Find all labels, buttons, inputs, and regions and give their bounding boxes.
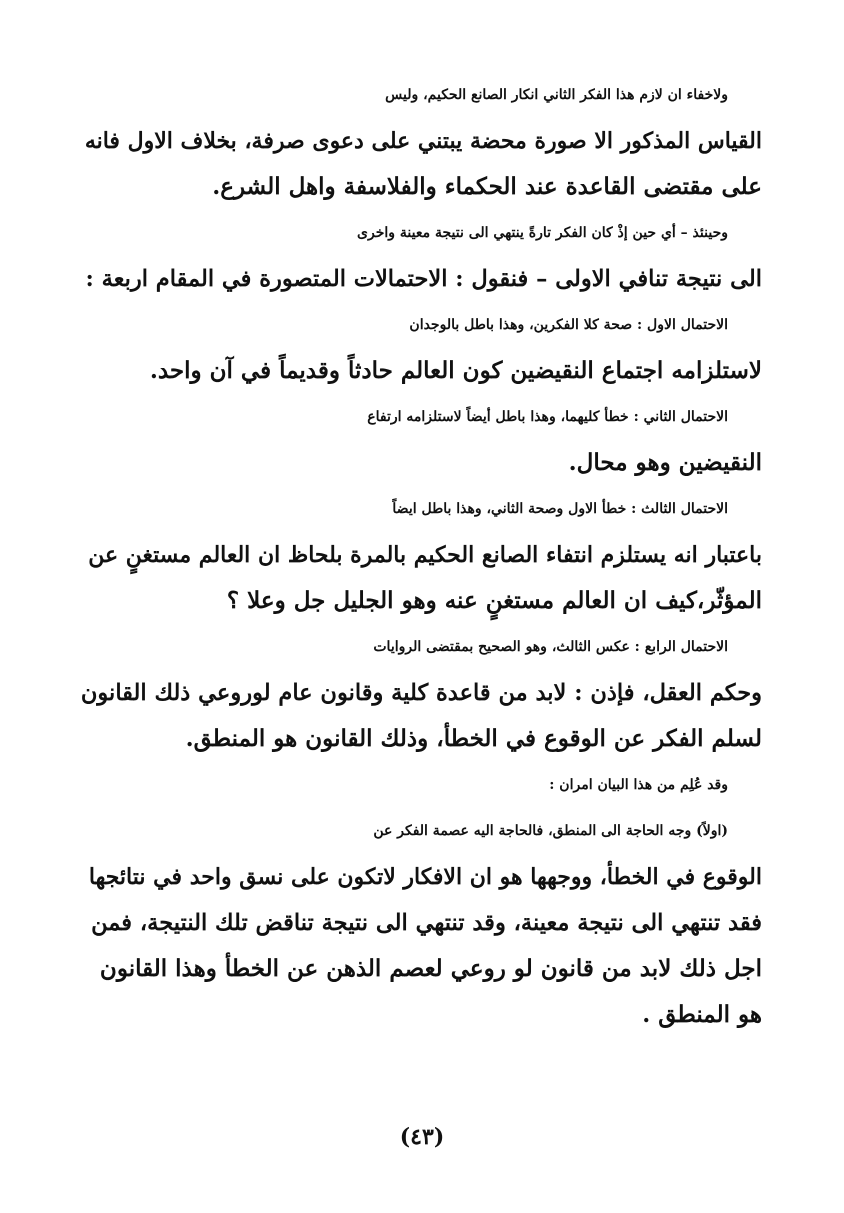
text-line: لسلم الفكر عن الوقوع في الخطأ، وذلك القانون هو المنطق. <box>185 725 762 752</box>
text-line: المؤثّر،كيف ان العالم مستغنٍ عنه وهو الجليل جل وعلا ؟ <box>226 587 762 614</box>
text-line: فقد تنتهي الى نتيجة معينة، وقد تنتهي الى نتيجة تناقض تلك النتيجة، فمن <box>91 910 762 936</box>
text-line: باعتبار انه يستلزم انتفاء الصانع الحكيم بالمرة بلحاظ ان العالم مستغنٍ عن <box>88 542 762 568</box>
text-line: الاحتمال الثالث : خطأ الاول وصحة الثاني، وهذا باطل ايضاً <box>392 501 728 517</box>
paragraph-1 <box>78 72 762 210</box>
paragraph-2 <box>78 210 762 302</box>
paragraph-8 <box>78 808 762 1038</box>
text-line: وحكم العقل، فإذن : لابد من قاعدة كلية وقانون عام لوروعي ذلك القانون <box>80 680 762 706</box>
body-text <box>78 72 762 1038</box>
text-line: اجل ذلك لابد من قانون لو روعي لعصم الذهن عن الخطأ وهذا القانون <box>99 955 762 982</box>
page-number: (٤٣) <box>399 1124 445 1150</box>
paragraph-6 <box>78 624 762 762</box>
text-line: النقيضين وهو محال. <box>568 449 762 476</box>
text-line: الاحتمال الثاني : خطأ كليهما، وهذا باطل أيضاً لاستلزامه ارتفاع <box>367 409 728 425</box>
text-line: وقد عُلِم من هذا البيان امران : <box>549 777 728 793</box>
paragraph-7 <box>78 762 762 808</box>
text-line: على مقتضى القاعدة عند الحكماء والفلاسفة واهل الشرع. <box>212 173 762 200</box>
paragraph-3 <box>78 302 762 394</box>
text-line: لاستلزامه اجتماع النقيضين كون العالم حادثاً وقديماً في آن واحد. <box>149 357 762 384</box>
text-line: (اولاً) وجه الحاجة الى المنطق، فالحاجة اليه عصمة الفكر عن <box>373 823 728 839</box>
text-line: الاحتمال الرابع : عكس الثالث، وهو الصحيح بمقتضى الروايات <box>373 639 728 655</box>
text-line: الوقوع في الخطأ، ووجهها هو ان الافكار لاتكون على نسق واحد في نتائجها <box>88 864 762 890</box>
text-line: القياس المذكور الا صورة محضة يبتني على دعوى صرفة، بخلاف الاول فانه <box>84 128 762 154</box>
text-line: الى نتيجة تنافي الاولى – فنقول : الاحتمالات المتصورة في المقام اربعة : <box>85 266 762 292</box>
text-line: هو المنطق . <box>642 1001 762 1028</box>
text-line: ولاخفاء ان لازم هذا الفكر الثاني انكار الصانع الحكيم، وليس <box>385 87 728 103</box>
paragraph-4 <box>78 394 762 486</box>
text-line: وحينئذ – أي حين إذْ كان الفكر تارةً ينتهي الى نتيجة معينة واخرى <box>357 225 728 241</box>
text-line: الاحتمال الاول : صحة كلا الفكرين، وهذا باطل بالوجدان <box>409 317 728 333</box>
paragraph-5 <box>78 486 762 624</box>
